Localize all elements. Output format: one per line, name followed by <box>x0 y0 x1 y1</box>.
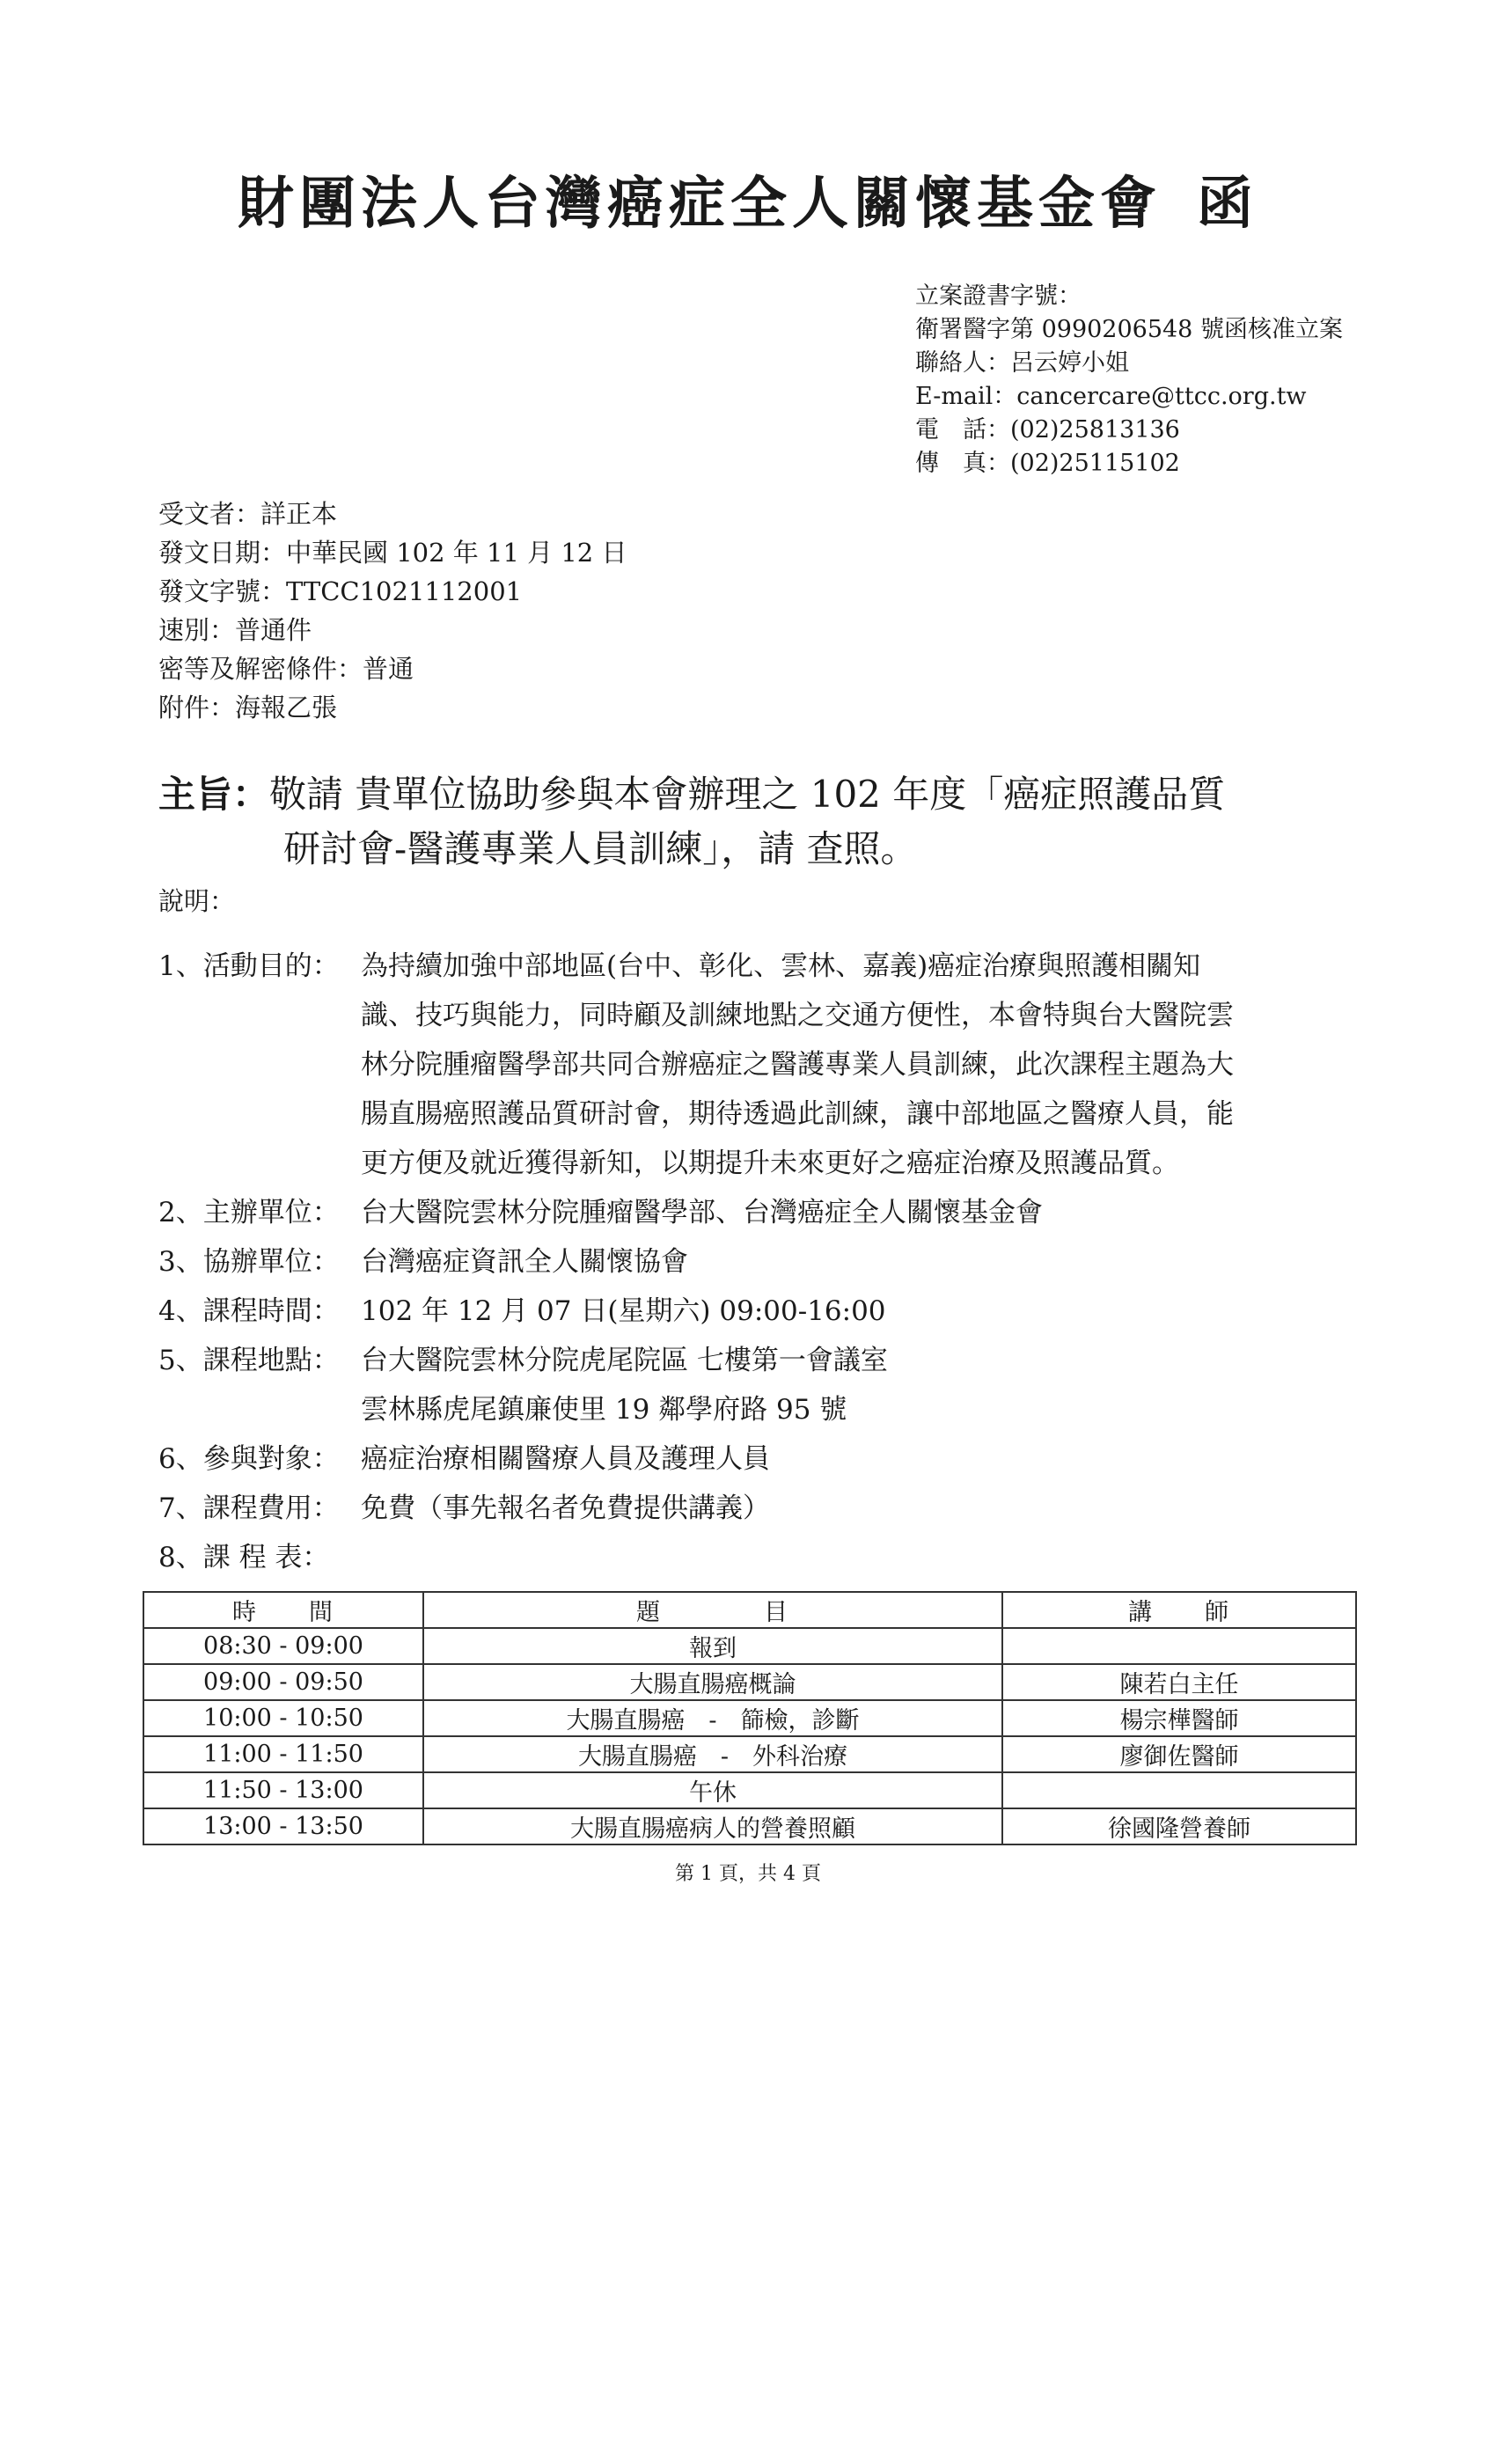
item-audience-key: 6、參與對象： <box>158 1443 340 1475</box>
attachment: 附件：海報乙張 <box>158 693 338 722</box>
contact-phone: 電 話：(02)25813136 <box>915 416 1180 444</box>
subject-label: 主旨： <box>158 773 270 816</box>
cell-speaker: 廖御佐醫師 <box>1002 1736 1356 1772</box>
table-row <box>143 1808 1356 1844</box>
cell-speaker: 陳若白主任 <box>1002 1664 1356 1700</box>
item-organizer-value: 台大醫院雲林分院腫瘤醫學部、台灣癌症全人關懷基金會 <box>361 1197 1043 1228</box>
item-audience-value: 癌症治療相關醫療人員及護理人員 <box>361 1443 770 1475</box>
item-location-key: 5、課程地點： <box>158 1345 340 1376</box>
contact-block <box>915 280 1343 480</box>
doc-type: 函 <box>1197 172 1258 237</box>
header-topic: 題 目 <box>423 1592 1002 1628</box>
security-level: 密等及解密條件：普通 <box>158 654 414 684</box>
item-schedule-key: 8、課 程 表： <box>158 1542 330 1573</box>
contact-email: E-mail：cancercare@ttcc.org.tw <box>915 383 1307 410</box>
cell-topic: 大腸直腸癌 - 篩檢，診斷 <box>423 1700 1002 1736</box>
item-fee-value: 免費（事先報名者免費提供講義） <box>361 1492 770 1524</box>
cell-topic: 報到 <box>423 1628 1002 1664</box>
item-time <box>158 1287 1373 1336</box>
purpose-line-3: 林分院腫瘤醫學部共同合辦癌症之醫護專業人員訓練，此次課程主題為大 <box>361 1049 1234 1081</box>
cell-speaker <box>1002 1772 1356 1808</box>
document-meta <box>158 495 627 727</box>
delivery-speed: 速別：普通件 <box>158 615 312 645</box>
table-row <box>143 1628 1356 1664</box>
subject-line-1: 敬請 貴單位協助參與本會辦理之 102 年度「癌症照護品質 <box>269 773 1226 816</box>
cell-speaker: 徐國隆營養師 <box>1002 1808 1356 1844</box>
cell-topic: 大腸直腸癌 - 外科治療 <box>423 1736 1002 1772</box>
cell-time: 13:00 - 13:50 <box>143 1808 423 1844</box>
cell-time: 11:00 - 11:50 <box>143 1736 423 1772</box>
org-name: 財團法人台灣癌症全人關懷基金會 <box>238 172 1162 237</box>
cell-time: 09:00 - 09:50 <box>143 1664 423 1700</box>
subject-line-2: 研討會-醫護專業人員訓練」，請 查照。 <box>283 827 918 870</box>
page-number: 第 1 頁，共 4 頁 <box>675 1863 821 1885</box>
location-line-1: 台大醫院雲林分院虎尾院區 七樓第一會議室 <box>361 1345 888 1376</box>
cell-time: 11:50 - 13:00 <box>143 1772 423 1808</box>
cell-speaker <box>1002 1628 1356 1664</box>
schedule-header-row <box>143 1592 1356 1628</box>
purpose-line-1: 為持續加強中部地區(台中、彰化、雲林、嘉義)癌症治療與照護相關知 <box>361 950 1201 982</box>
schedule-table <box>143 1591 1357 1845</box>
registration-number: 衛署醫字第 0990206548 號函核准立案 <box>915 316 1343 343</box>
subject-block <box>158 767 1373 876</box>
item-organizer-key: 2、主辦單位： <box>158 1197 340 1228</box>
item-purpose-key: 1、活動目的： <box>158 950 340 982</box>
cell-speaker: 楊宗樺醫師 <box>1002 1700 1356 1736</box>
item-fee <box>158 1484 1373 1533</box>
item-schedule <box>158 1533 1373 1582</box>
cell-time: 08:30 - 09:00 <box>143 1628 423 1664</box>
explanation-label: 說明： <box>158 886 236 916</box>
item-organizer <box>158 1188 1373 1237</box>
cell-topic: 大腸直腸癌病人的營養照顧 <box>423 1808 1002 1844</box>
contact-fax: 傳 真：(02)25115102 <box>915 450 1180 477</box>
item-location <box>158 1336 1373 1434</box>
header-time: 時 間 <box>143 1592 423 1628</box>
cell-topic: 午休 <box>423 1772 1002 1808</box>
item-purpose <box>158 942 1373 1188</box>
header-speaker: 講 師 <box>1002 1592 1356 1628</box>
table-row <box>143 1700 1356 1736</box>
recipient: 受文者：詳正本 <box>158 499 338 529</box>
item-audience <box>158 1434 1373 1484</box>
item-co-organizer <box>158 1237 1373 1287</box>
item-co-organizer-value: 台灣癌症資訊全人關懷協會 <box>361 1246 688 1278</box>
cell-topic: 大腸直腸癌概論 <box>423 1664 1002 1700</box>
table-row <box>143 1736 1356 1772</box>
table-row <box>143 1664 1356 1700</box>
contact-person: 聯絡人：呂云婷小姐 <box>915 349 1129 377</box>
cell-time: 10:00 - 10:50 <box>143 1700 423 1736</box>
item-time-key: 4、課程時間： <box>158 1295 340 1327</box>
registration-label: 立案證書字號： <box>915 282 1082 310</box>
item-time-value: 102 年 12 月 07 日(星期六) 09:00-16:00 <box>361 1295 886 1327</box>
table-row <box>143 1772 1356 1808</box>
issue-date: 發文日期：中華民國 102 年 11 月 12 日 <box>158 538 627 568</box>
purpose-line-5: 更方便及就近獲得新知，以期提升未來更好之癌症治療及照護品質。 <box>361 1148 1179 1179</box>
letter-title <box>0 158 1496 239</box>
purpose-line-4: 腸直腸癌照護品質研討會，期待透過此訓練，讓中部地區之醫療人員，能 <box>361 1098 1234 1130</box>
document-number: 發文字號：TTCC1021112001 <box>158 576 523 606</box>
explanation-items <box>158 942 1373 1582</box>
item-co-organizer-key: 3、協辦單位： <box>158 1246 340 1278</box>
purpose-line-2: 識、技巧與能力，同時顧及訓練地點之交通方便性，本會特與台大醫院雲 <box>361 1000 1234 1031</box>
item-fee-key: 7、課程費用： <box>158 1492 340 1524</box>
location-line-2: 雲林縣虎尾鎮廉使里 19 鄰學府路 95 號 <box>361 1394 847 1426</box>
